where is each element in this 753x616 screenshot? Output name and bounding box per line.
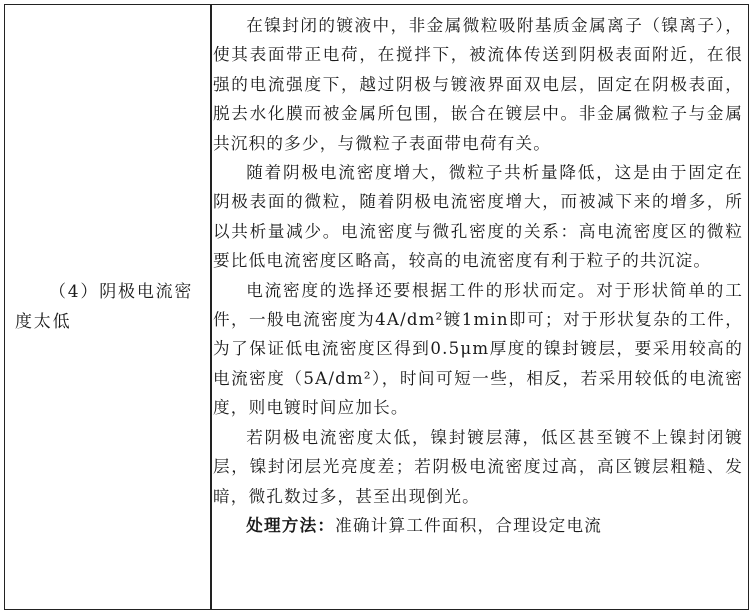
column-divider: [210, 5, 212, 609]
paragraph-4: 若阴极电流密度太低，镍封镀层薄，低区甚至镀不上镍封闭镀层，镍封闭层光亮度差；若阴极电流密度过高，高区镀层粗糙、发暗，微孔数过多，甚至出现倒光。: [213, 427, 743, 506]
table: [4, 4, 749, 610]
method-paragraph: [213, 511, 743, 540]
cause-cell: [5, 5, 210, 609]
paragraph-1: 在镍封闭的镀液中，非金属微粒吸附基质金属离子（镍离子），使其表面带正电荷，在搅拌下，被流体传送到阴极表面附近，在很强的电流强度下，越过阴极与镀液界面双电层，固定在阴极表面，脱去水化膜而被金属所包围，嵌合在镀层中。非金属微粒子与金属共沉积的多少，与微粒子表面带电荷有关。: [213, 16, 743, 153]
paragraph-3: 电流密度的选择还要根据工件的形状而定。对于形状简单的工件，一般电流密度为4A/dm²镀1min即可；对于形状复杂的工件，为了保证低电流密度区得到0.5μm厚度的镍封镀层，要采用较高的电流密度（5A/dm²），时间可短一些，相反，若采用较低的电流密度，则电镀时间应加长。: [213, 280, 743, 418]
method-text: 准确计算工件面积，合理设定电流: [335, 515, 603, 535]
explanation-cell: [213, 11, 743, 540]
method-label: 处理方法：: [246, 514, 336, 535]
paragraph-2: 随着阴极电流密度增大，微粒子共析量降低，这是由于固定在阴极表面的微粒，随着阴极电流密度增大，而被减下来的增多，所以共析量减少。电流密度与微孔密度的关系：高电流密度区的微粒要比低电流密度区略高，较高的电流密度有利于粒子的共沉淀。: [213, 163, 743, 271]
cause-label: （4）阴极电流密度太低: [15, 282, 194, 332]
